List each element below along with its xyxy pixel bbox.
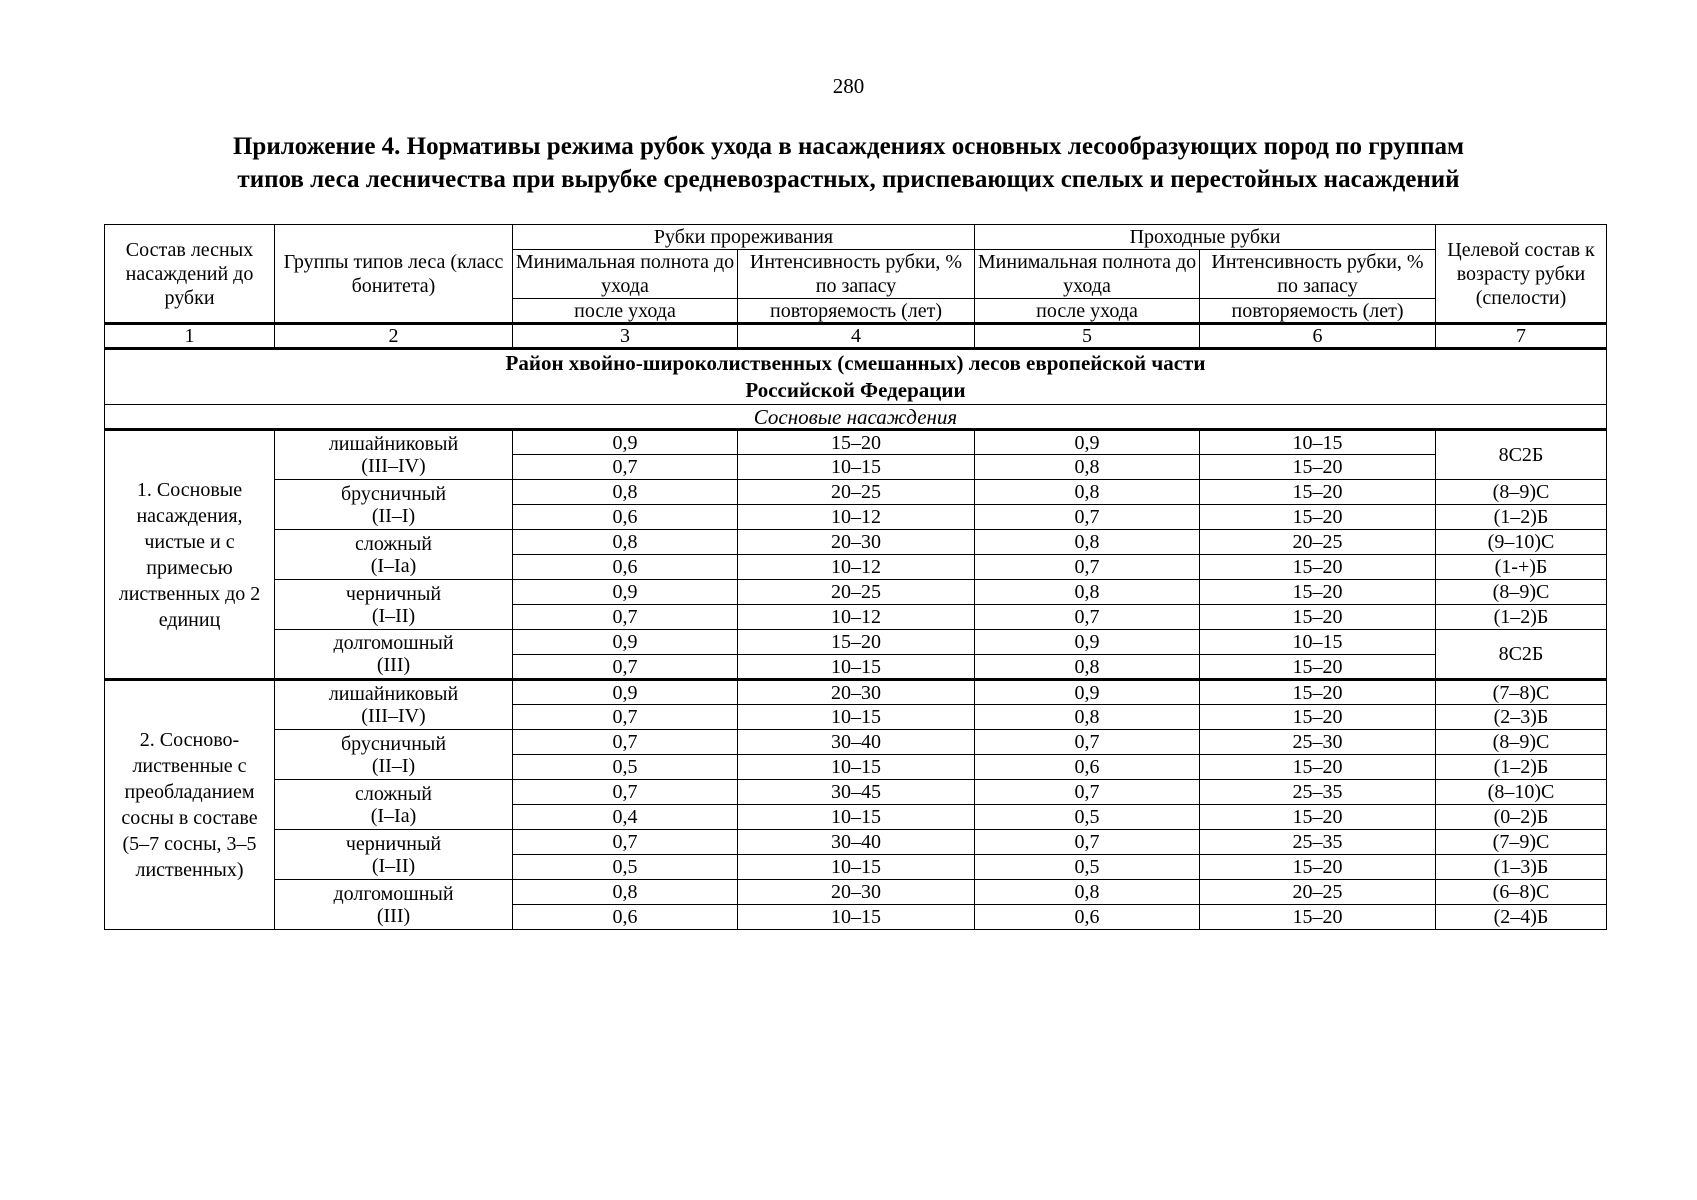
min-density-cell: 0,9 bbox=[513, 630, 738, 655]
passage-density-cell: 0,6 bbox=[975, 905, 1200, 930]
target-composition-cell: 8С2Б bbox=[1436, 630, 1607, 680]
forest-type-class: (III) bbox=[376, 654, 411, 676]
header-min-density: Минимальная полнота до ухода bbox=[513, 250, 738, 299]
passage-intensity-cell: 15–20 bbox=[1200, 680, 1436, 705]
table-row bbox=[105, 530, 1607, 555]
passage-intensity-cell: 15–20 bbox=[1200, 580, 1436, 605]
target-composition-cell: (7–9)С bbox=[1436, 830, 1607, 855]
passage-intensity-cell: 15–20 bbox=[1200, 555, 1436, 580]
table-row bbox=[105, 580, 1607, 605]
passage-intensity-cell: 15–20 bbox=[1200, 805, 1436, 830]
forest-type-name: брусничный bbox=[340, 482, 447, 505]
title-line-1: Приложение 4. Нормативы режима рубок ухода в насаждениях основных лесообразующих пород по группам bbox=[232, 133, 1465, 160]
min-density-cell: 0,6 bbox=[513, 505, 738, 530]
header-composition: Состав лесных насаждений до рубки bbox=[105, 225, 275, 324]
passage-density-cell: 0,6 bbox=[975, 755, 1200, 780]
target-composition-cell: (6–8)С bbox=[1436, 880, 1607, 905]
min-density-cell: 0,7 bbox=[513, 455, 738, 480]
passage-intensity-cell: 15–20 bbox=[1200, 605, 1436, 630]
column-number: 5 bbox=[975, 324, 1200, 349]
forest-type-cell bbox=[275, 580, 513, 630]
intensity-cell: 10–12 bbox=[738, 605, 975, 630]
table-row bbox=[105, 480, 1607, 505]
intensity-cell: 10–15 bbox=[738, 455, 975, 480]
target-composition-cell: (1–2)Б bbox=[1436, 605, 1607, 630]
min-density-cell: 0,7 bbox=[513, 605, 738, 630]
passage-intensity-cell: 25–30 bbox=[1200, 730, 1436, 755]
min-density-cell: 0,8 bbox=[513, 530, 738, 555]
passage-density-cell: 0,7 bbox=[975, 505, 1200, 530]
forest-type-class: (III–IV) bbox=[361, 705, 426, 727]
target-composition-cell: (1–2)Б bbox=[1436, 505, 1607, 530]
passage-intensity-cell: 10–15 bbox=[1200, 630, 1436, 655]
passage-intensity-cell: 15–20 bbox=[1200, 480, 1436, 505]
forest-type-cell bbox=[275, 780, 513, 830]
passage-intensity-cell: 25–35 bbox=[1200, 830, 1436, 855]
passage-density-cell: 0,8 bbox=[975, 580, 1200, 605]
forest-type-class: (III–IV) bbox=[361, 455, 426, 477]
header-forest-type: Группы типов леса (класс бонитета) bbox=[275, 225, 513, 324]
intensity-cell: 20–30 bbox=[738, 680, 975, 705]
column-number: 7 bbox=[1436, 324, 1607, 349]
min-density-cell: 0,9 bbox=[513, 430, 738, 455]
passage-density-cell: 0,8 bbox=[975, 655, 1200, 680]
forest-type-name: лишайниковый bbox=[328, 433, 459, 455]
target-composition-cell: (9–10)С bbox=[1436, 530, 1607, 555]
intensity-cell: 20–25 bbox=[738, 580, 975, 605]
passage-density-cell: 0,5 bbox=[975, 805, 1200, 830]
passage-density-cell: 0,9 bbox=[975, 680, 1200, 705]
region-row bbox=[105, 349, 1607, 405]
composition-cell: 2. Сосново-лиственные с преобладанием сосны в составе (5–7 сосны, 3–5 лиственных) bbox=[105, 680, 275, 930]
table-row bbox=[105, 630, 1607, 655]
forest-type-class: (I–II) bbox=[371, 604, 416, 627]
species-row bbox=[105, 405, 1607, 430]
forest-type-name: брусничный bbox=[340, 732, 447, 755]
header-repeatability: повторяемость (лет) bbox=[1200, 299, 1436, 324]
forest-type-name: долгомошный bbox=[333, 632, 454, 654]
min-density-cell: 0,8 bbox=[513, 880, 738, 905]
target-composition-cell: (2–3)Б bbox=[1436, 705, 1607, 730]
forest-type-cell bbox=[275, 830, 513, 880]
min-density-cell: 0,7 bbox=[513, 830, 738, 855]
min-density-cell: 0,6 bbox=[513, 905, 738, 930]
header-after-care: после ухода bbox=[975, 299, 1200, 324]
table-row bbox=[105, 730, 1607, 755]
target-composition-cell: (0–2)Б bbox=[1436, 805, 1607, 830]
forest-type-name: лишайниковый bbox=[328, 683, 459, 705]
min-density-cell: 0,9 bbox=[513, 580, 738, 605]
forest-type-name: черничный bbox=[345, 832, 442, 855]
norms-table bbox=[104, 224, 1607, 930]
forest-type-class: (II–I) bbox=[371, 754, 416, 777]
passage-intensity-cell: 15–20 bbox=[1200, 505, 1436, 530]
intensity-cell: 20–25 bbox=[738, 480, 975, 505]
table-row bbox=[105, 780, 1607, 805]
region-line-1: Район хвойно-широколиственных (смешанных) лесов европейской части bbox=[505, 351, 1206, 375]
passage-intensity-cell: 20–25 bbox=[1200, 530, 1436, 555]
intensity-cell: 15–20 bbox=[738, 430, 975, 455]
header-intensity: Интенсивность рубки, % по запасу bbox=[738, 250, 975, 299]
header-min-density: Минимальная полнота до ухода bbox=[975, 250, 1200, 299]
intensity-cell: 10–12 bbox=[738, 555, 975, 580]
target-composition-cell: (8–9)С bbox=[1436, 730, 1607, 755]
header-row-1 bbox=[105, 225, 1607, 250]
intensity-cell: 30–45 bbox=[738, 780, 975, 805]
intensity-cell: 10–15 bbox=[738, 805, 975, 830]
column-number: 2 bbox=[275, 324, 513, 349]
passage-intensity-cell: 15–20 bbox=[1200, 755, 1436, 780]
passage-density-cell: 0,9 bbox=[975, 630, 1200, 655]
page-title bbox=[100, 130, 1597, 196]
intensity-cell: 20–30 bbox=[738, 880, 975, 905]
header-after-care: после ухода bbox=[513, 299, 738, 324]
intensity-cell: 10–15 bbox=[738, 755, 975, 780]
page-number: 280 bbox=[832, 74, 865, 98]
forest-type-cell bbox=[275, 480, 513, 530]
target-composition-cell: (1-+)Б bbox=[1436, 555, 1607, 580]
region-line-2: Российской Федерации bbox=[745, 378, 966, 402]
target-composition-cell: (8–10)С bbox=[1436, 780, 1607, 805]
intensity-cell: 20–30 bbox=[738, 530, 975, 555]
passage-density-cell: 0,5 bbox=[975, 855, 1200, 880]
forest-type-name: сложный bbox=[354, 782, 433, 805]
intensity-cell: 10–15 bbox=[738, 655, 975, 680]
region-title bbox=[105, 349, 1607, 405]
passage-intensity-cell: 15–20 bbox=[1200, 705, 1436, 730]
forest-type-cell bbox=[275, 530, 513, 580]
passage-intensity-cell: 15–20 bbox=[1200, 855, 1436, 880]
intensity-cell: 30–40 bbox=[738, 830, 975, 855]
target-composition-cell: (2–4)Б bbox=[1436, 905, 1607, 930]
header-thinning: Рубки прореживания bbox=[513, 225, 975, 250]
column-number-row bbox=[105, 324, 1607, 349]
passage-density-cell: 0,7 bbox=[975, 555, 1200, 580]
passage-density-cell: 0,9 bbox=[975, 430, 1200, 455]
table-row bbox=[105, 880, 1607, 905]
header-target: Целевой состав к возрасту рубки (спелости) bbox=[1436, 225, 1607, 324]
min-density-cell: 0,5 bbox=[513, 855, 738, 880]
passage-density-cell: 0,7 bbox=[975, 730, 1200, 755]
forest-type-name: долгомошный bbox=[333, 882, 454, 905]
header-repeatability: повторяемость (лет) bbox=[738, 299, 975, 324]
target-composition-cell: (8–9)С bbox=[1436, 480, 1607, 505]
passage-intensity-cell: 25–35 bbox=[1200, 780, 1436, 805]
column-number: 4 bbox=[738, 324, 975, 349]
column-number: 6 bbox=[1200, 324, 1436, 349]
intensity-cell: 30–40 bbox=[738, 730, 975, 755]
title-line-2: типов леса лесничества при вырубке средневозрастных, приспевающих спелых и перестойных насаждений bbox=[237, 166, 1460, 193]
min-density-cell: 0,9 bbox=[513, 680, 738, 705]
forest-type-class: (I–Ia) bbox=[370, 804, 417, 827]
forest-type-cell bbox=[275, 630, 513, 680]
min-density-cell: 0,7 bbox=[513, 705, 738, 730]
target-composition-cell: (7–8)С bbox=[1436, 680, 1607, 705]
intensity-cell: 10–15 bbox=[738, 705, 975, 730]
intensity-cell: 10–12 bbox=[738, 505, 975, 530]
forest-type-class: (II–I) bbox=[371, 504, 416, 527]
forest-type-cell bbox=[275, 880, 513, 930]
table-row bbox=[105, 680, 1607, 705]
forest-type-cell bbox=[275, 680, 513, 730]
header-intensity: Интенсивность рубки, % по запасу bbox=[1200, 250, 1436, 299]
forest-type-class: (I–Ia) bbox=[370, 554, 417, 577]
target-composition-cell: 8С2Б bbox=[1436, 430, 1607, 480]
min-density-cell: 0,6 bbox=[513, 555, 738, 580]
intensity-cell: 10–15 bbox=[738, 905, 975, 930]
target-composition-cell: (8–9)С bbox=[1436, 580, 1607, 605]
forest-type-cell bbox=[275, 730, 513, 780]
passage-intensity-cell: 15–20 bbox=[1200, 655, 1436, 680]
min-density-cell: 0,5 bbox=[513, 755, 738, 780]
passage-density-cell: 0,8 bbox=[975, 880, 1200, 905]
composition-cell: 1. Сосновые насаждения, чистые и с примесью лиственных до 2 единиц bbox=[105, 430, 275, 680]
table-row bbox=[105, 430, 1607, 455]
forest-type-class: (III) bbox=[376, 904, 411, 927]
passage-density-cell: 0,8 bbox=[975, 705, 1200, 730]
min-density-cell: 0,8 bbox=[513, 480, 738, 505]
passage-intensity-cell: 20–25 bbox=[1200, 880, 1436, 905]
min-density-cell: 0,7 bbox=[513, 655, 738, 680]
min-density-cell: 0,4 bbox=[513, 805, 738, 830]
passage-density-cell: 0,7 bbox=[975, 780, 1200, 805]
passage-density-cell: 0,8 bbox=[975, 480, 1200, 505]
forest-type-name: сложный bbox=[354, 532, 433, 555]
header-passage: Проходные рубки bbox=[975, 225, 1436, 250]
intensity-cell: 15–20 bbox=[738, 630, 975, 655]
min-density-cell: 0,7 bbox=[513, 780, 738, 805]
forest-type-cell bbox=[275, 430, 513, 480]
passage-density-cell: 0,7 bbox=[975, 605, 1200, 630]
forest-type-name: черничный bbox=[345, 582, 442, 605]
passage-density-cell: 0,7 bbox=[975, 830, 1200, 855]
intensity-cell: 10–15 bbox=[738, 855, 975, 880]
min-density-cell: 0,7 bbox=[513, 730, 738, 755]
species-title: Сосновые насаждения bbox=[105, 405, 1607, 430]
target-composition-cell: (1–3)Б bbox=[1436, 855, 1607, 880]
passage-density-cell: 0,8 bbox=[975, 455, 1200, 480]
passage-intensity-cell: 10–15 bbox=[1200, 430, 1436, 455]
forest-type-class: (I–II) bbox=[371, 854, 416, 877]
passage-density-cell: 0,8 bbox=[975, 530, 1200, 555]
passage-intensity-cell: 15–20 bbox=[1200, 905, 1436, 930]
table-row bbox=[105, 830, 1607, 855]
target-composition-cell: (1–2)Б bbox=[1436, 755, 1607, 780]
column-number: 1 bbox=[105, 324, 275, 349]
column-number: 3 bbox=[513, 324, 738, 349]
passage-intensity-cell: 15–20 bbox=[1200, 455, 1436, 480]
